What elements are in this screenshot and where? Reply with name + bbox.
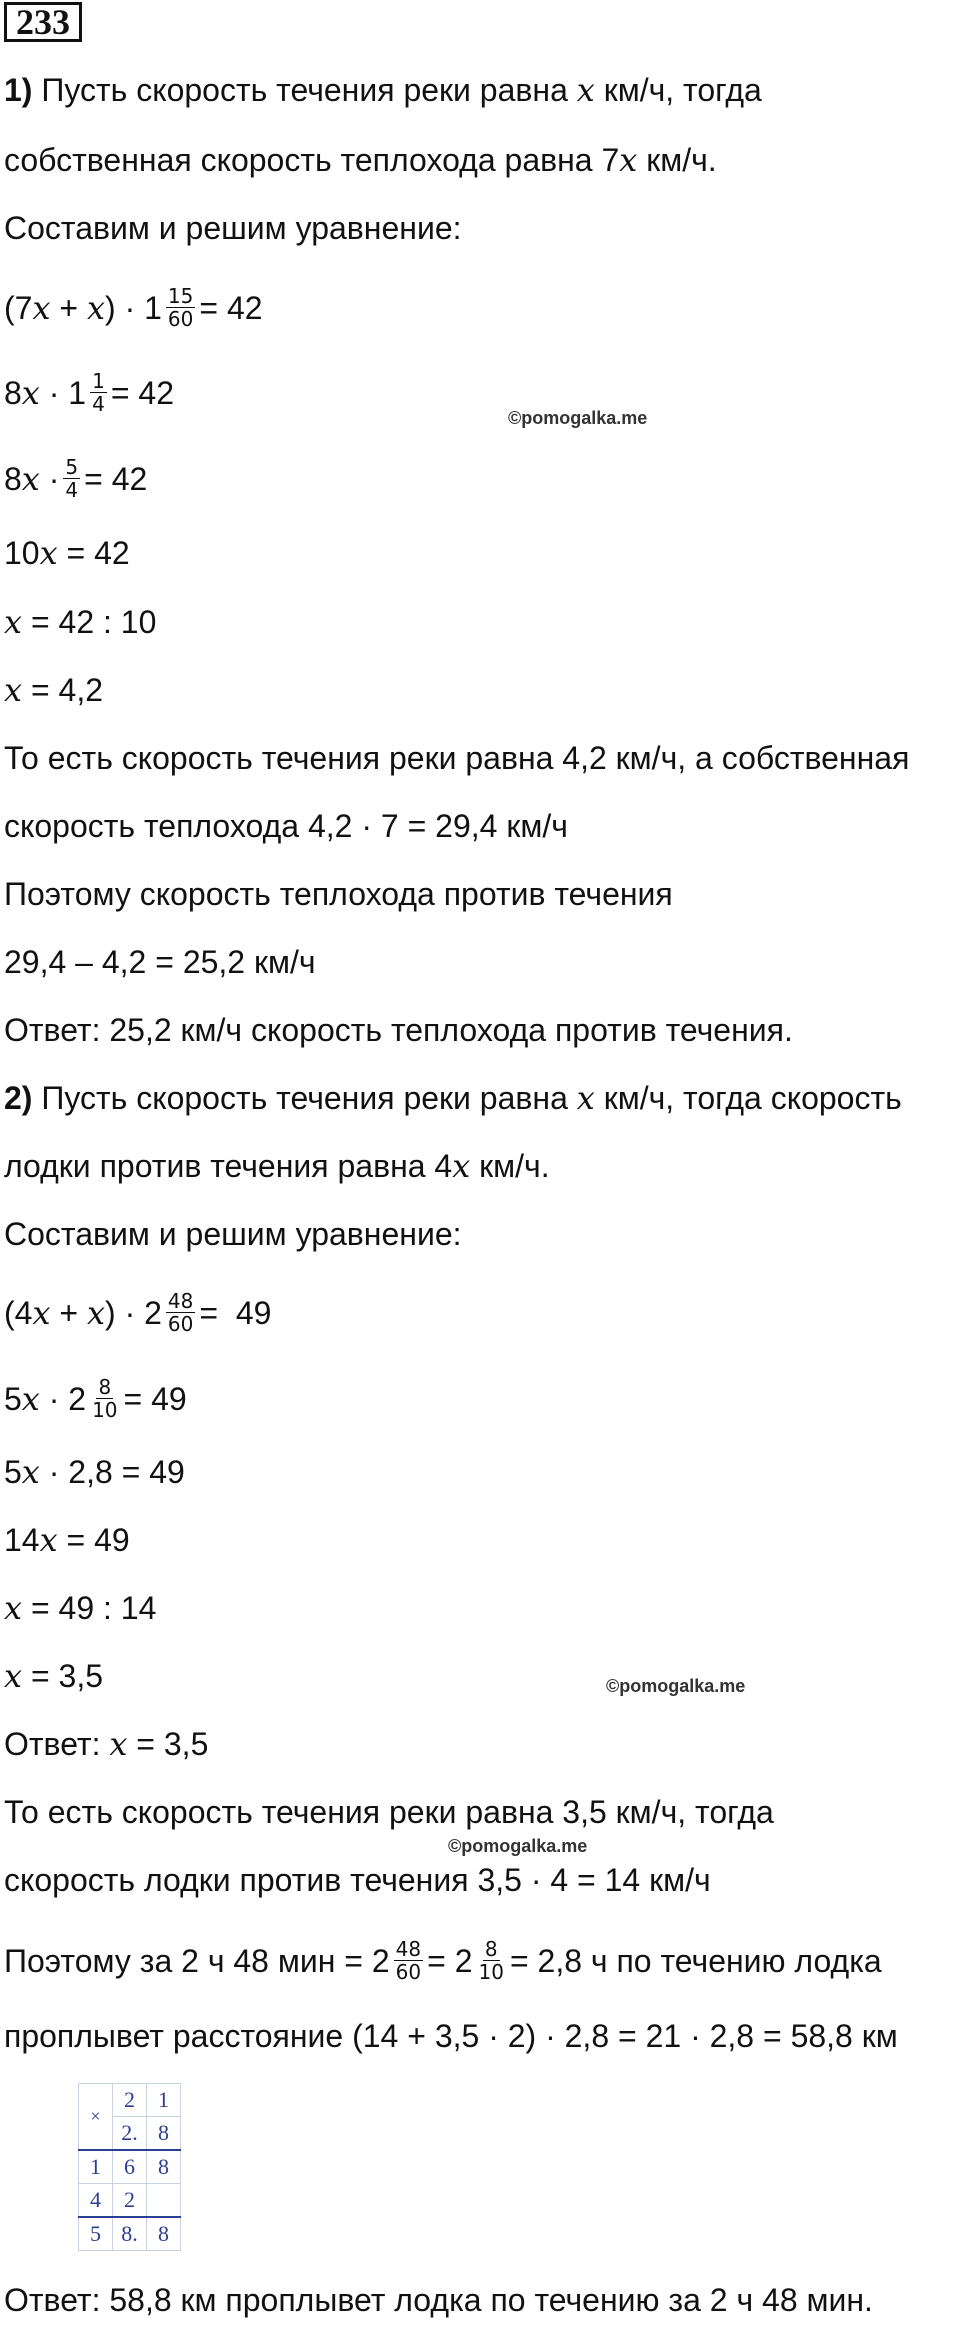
mult-cell: 2 — [113, 2084, 147, 2117]
part2-eq2: 5 x · 2 $\frac{8}{10}$ = 49 — [4, 1375, 187, 1422]
mult-cell: 4 — [79, 2184, 113, 2218]
watermark: ©pomogalka.me — [606, 1676, 746, 1696]
part2-result1: То есть скорость течения реки равна 3,5 км/ч, тогда — [4, 1794, 774, 1830]
mult-cell: 1 — [79, 2150, 113, 2184]
part1-eq6: x = 4,2 — [4, 671, 103, 709]
part1-result1: То есть скорость течения реки равна 4,2 км/ч, а собственная — [4, 740, 910, 776]
fraction: $\frac{48}{60}$ — [167, 1289, 194, 1336]
part2-label: 2) — [4, 1080, 33, 1116]
fraction: $\frac{5}{4}$ — [65, 455, 79, 502]
fraction: $\frac{8}{10}$ — [478, 1937, 504, 1984]
part1-eq4: 10 x = 42 — [4, 534, 130, 572]
fraction: $\frac{15}{60}$ — [167, 284, 194, 331]
part2-eq1: (4 x + x ) · 2 $\frac{48}{60}$ = 49 — [4, 1289, 272, 1336]
part1-label: 1) — [4, 72, 33, 108]
fraction: $\frac{8}{10}$ — [92, 1375, 118, 1422]
part1-intro: 1) Пусть скорость течения реки равна x км/ч, тогда — [4, 71, 762, 109]
part2-eq4: 14 x = 49 — [4, 1521, 130, 1559]
mult-cell: 1 — [147, 2084, 181, 2117]
part1-result3: Поэтому скорость теплохода против течения — [4, 876, 673, 912]
part1-result4: 29,4 – 4,2 = 25,2 км/ч — [4, 944, 316, 980]
part1-answer: Ответ: 25,2 км/ч скорость теплохода против течения. — [4, 1012, 793, 1048]
mult-cell: 8 — [147, 2217, 181, 2251]
part1-eq3: 8 x · $\frac{5}{4}$ = 42 — [4, 455, 148, 502]
part2-compose: Составим и решим уравнение: — [4, 1216, 462, 1252]
mult-cell: 2. — [113, 2117, 147, 2151]
part2-eq6: x = 3,5 — [4, 1657, 103, 1695]
column-multiplication — [78, 2083, 181, 2251]
part1-eq5: x = 42 : 10 — [4, 603, 157, 641]
mult-cell — [147, 2184, 181, 2218]
mult-cell: 8 — [147, 2150, 181, 2184]
part1-eq1: (7 x + x ) · 1 $\frac{15}{60}$ = 42 — [4, 284, 263, 331]
mult-cell: 2 — [113, 2184, 147, 2218]
part2-line2: лодки против течения равна 4 x км/ч. — [4, 1147, 550, 1185]
mult-cell: 8. — [113, 2217, 147, 2251]
fraction: $\frac{48}{60}$ — [395, 1937, 422, 1984]
watermark: ©pomogalka.me — [508, 408, 648, 428]
problem-number: 233 — [4, 2, 82, 42]
part1-eq2: 8 x · 1 $\frac{1}{4}$ = 42 — [4, 369, 174, 416]
part2-eq5: x = 49 : 14 — [4, 1589, 157, 1627]
fraction: $\frac{1}{4}$ — [92, 369, 105, 416]
part2-answer-x: Ответ: x = 3,5 — [4, 1725, 209, 1763]
watermark: ©pomogalka.me — [448, 1836, 588, 1856]
part2-result3: Поэтому за 2 ч 48 мин = 2 $\frac{48}{60}$ = 2 $\frac{8}{10}$ = 2,8 ч по течению лодка — [4, 1937, 882, 1984]
mult-cell: 6 — [113, 2150, 147, 2184]
part2-intro: 2) Пусть скорость течения реки равна x км/ч, тогда скорость — [4, 1079, 902, 1117]
part2-eq3: 5 x · 2,8 = 49 — [4, 1453, 185, 1491]
mult-cell: 8 — [147, 2117, 181, 2151]
part2-result2: скорость лодки против течения 3,5 · 4 = 14 км/ч — [4, 1862, 711, 1898]
part1-result2: скорость теплохода 4,2 · 7 = 29,4 км/ч — [4, 808, 568, 844]
part2-result4: проплывет расстояние (14 + 3,5 · 2) · 2,8 = 21 · 2,8 = 58,8 км — [4, 2018, 898, 2054]
times-sign: × — [79, 2084, 113, 2151]
mult-cell: 5 — [79, 2217, 113, 2251]
final-answer: Ответ: 58,8 км проплывет лодка по течению за 2 ч 48 мин. — [4, 2282, 873, 2318]
part1-line2: собственная скорость теплохода равна 7 x км/ч. — [4, 141, 717, 179]
part1-compose: Составим и решим уравнение: — [4, 210, 462, 246]
